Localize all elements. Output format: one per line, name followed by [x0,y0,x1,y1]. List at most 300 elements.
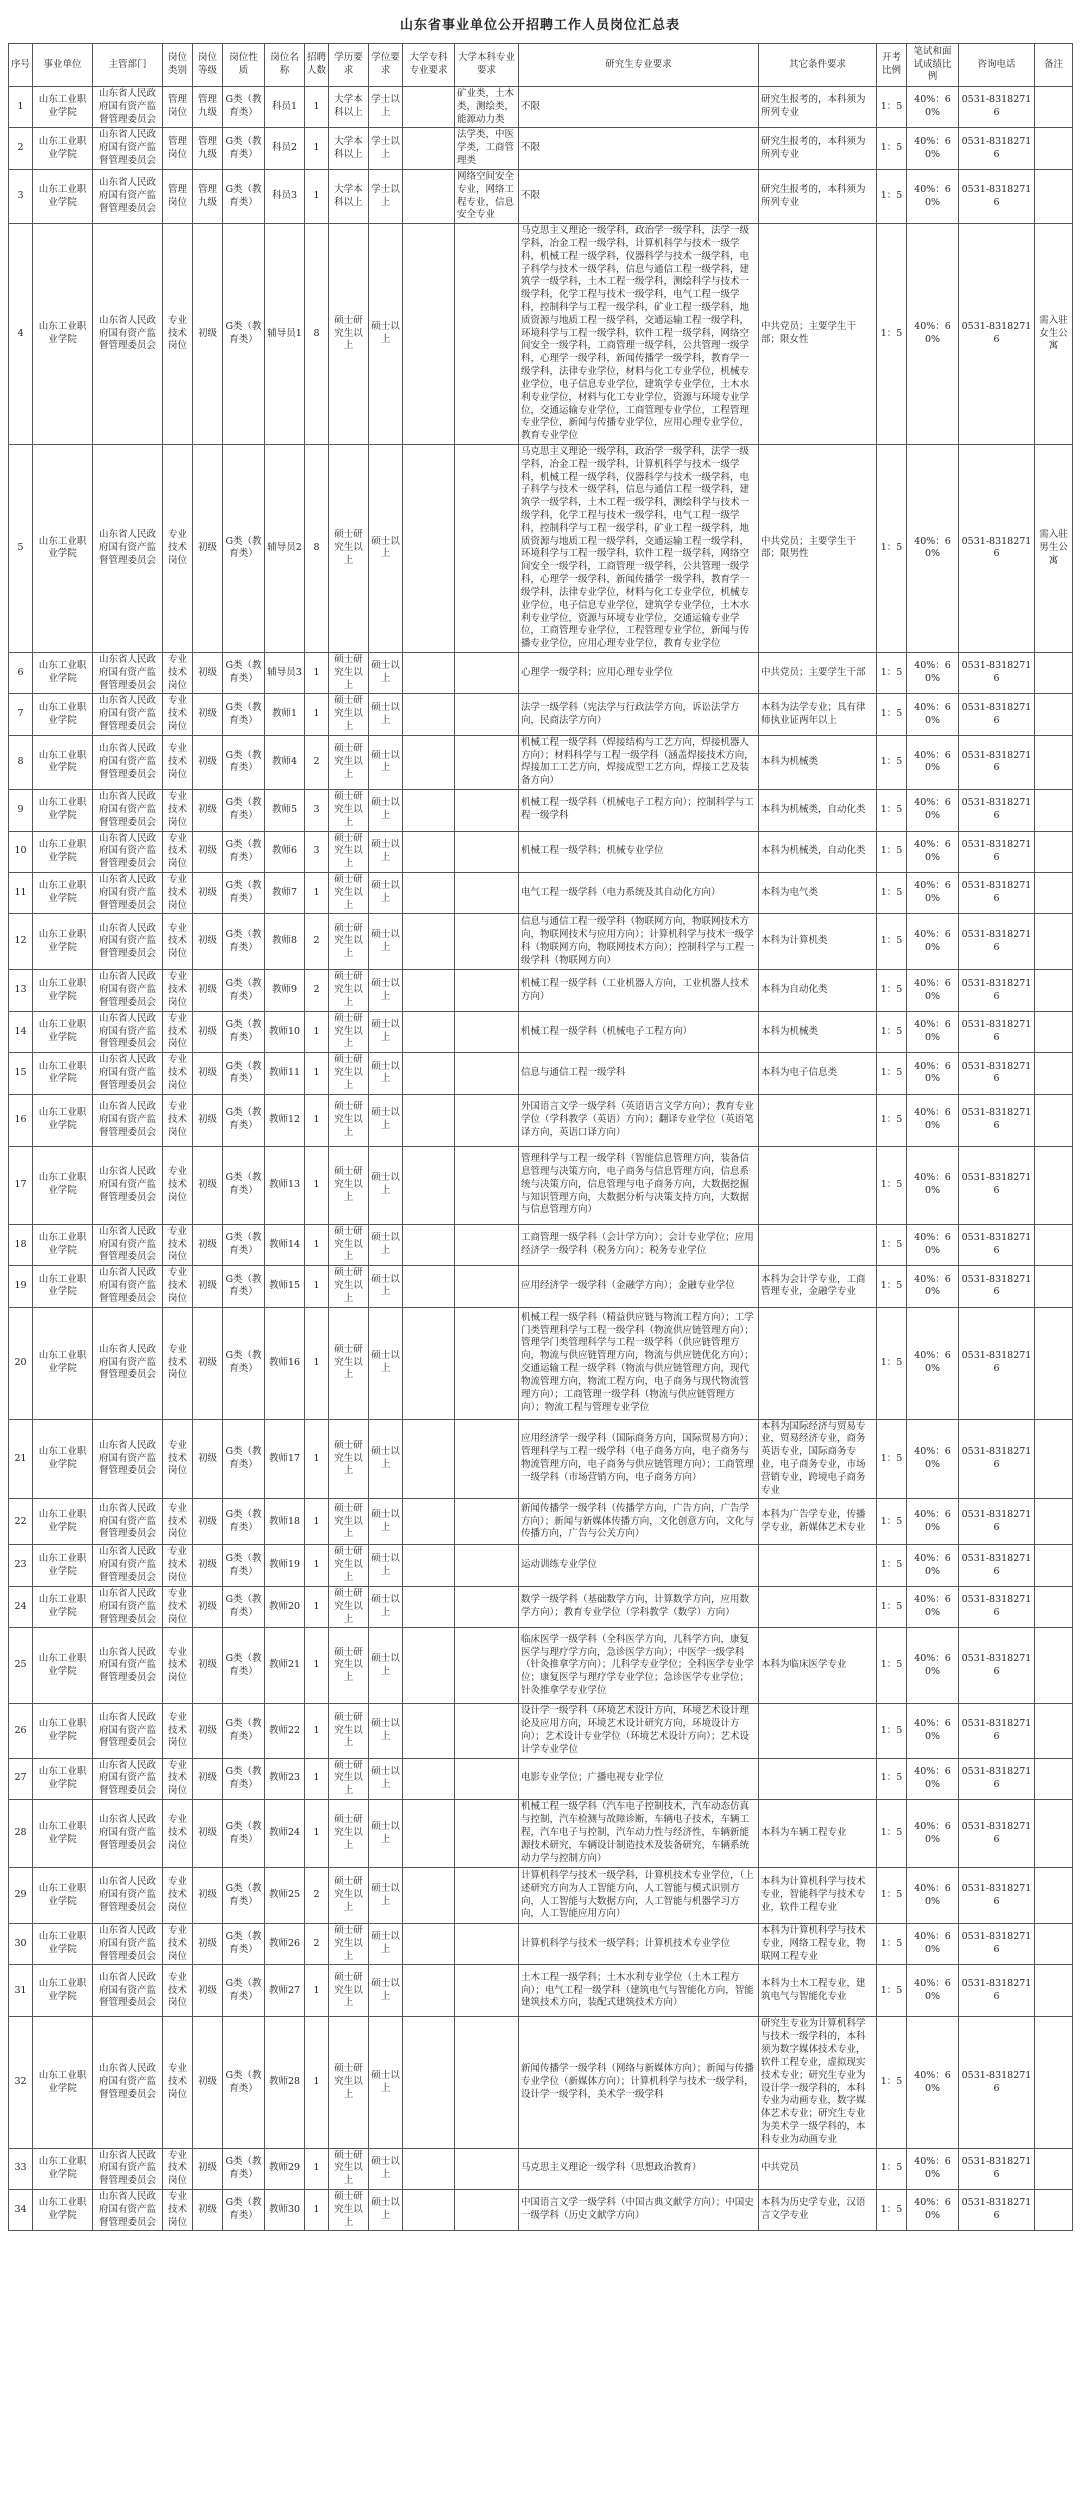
table-cell: 0531-83182716 [959,790,1035,831]
table-cell: 1：5 [877,128,907,169]
table-cell: 山东省人民政府国有资产监督管理委员会 [93,694,163,735]
table-cell: 1 [305,1704,329,1758]
table-cell: 学士以上 [369,169,403,223]
table-cell: 初级 [193,2017,223,2148]
table-cell: 0531-83182716 [959,1146,1035,1224]
table-row [9,224,1073,445]
table-cell: 2 [9,128,33,169]
table-cell: 专业技术岗位 [163,1868,193,1924]
table-cell: G类（教育类） [223,1704,265,1758]
table-cell: G类（教育类） [223,1499,265,1545]
table-cell [403,1224,455,1265]
table-cell [1035,970,1073,1011]
table-cell: G类（教育类） [223,2148,265,2189]
table-cell: G类（教育类） [223,1053,265,1094]
table-cell [455,1758,519,1799]
table-cell: 研究生报考的，本科须为所列专业 [759,87,877,128]
table-cell [403,831,455,872]
table-cell: 马克思主义理论一级学科，政治学一级学科，法学一级学科，冶金工程一级学科，计算机科学与技术一级学科，机械工程一级学科，仪器科学与技术一级学科，电子科学与技术一级学科，信息与通信工程一级学科，建筑学一级学科，土木工程一级学科，测绘科学与技术一级学科，化学工程与技术一级学科，电气工程一级学科，控制科学与工程一级学科，矿业工程一级学科，地质资源与地质工程一级学科，交通运输工程一级学科，环境科学与工程一级学科，软件工程一级学科，网络空间安全一级学科，工商管理一级学科，公共管理一级学科，心理学一级学科，新闻传播学一级学科，教育学一级学科，法律专业学位，材料与化工专业学位，机械专业学位，电子信息专业学位，建筑学专业学位，土木水利专业学位，材料与化工专业学位，资源与环境专业学位，交通运输专业学位，工商管理专业学位，工程管理专业学位，新闻与传播专业学位，应用心理专业学位，教育专业学位 [519,224,759,445]
table-cell: 硕士以上 [369,1094,403,1146]
table-cell: 专业技术岗位 [163,1419,193,1499]
column-header: 序号 [9,44,33,87]
table-cell: 硕士研究生以上 [329,1094,369,1146]
table-cell: 大学本科以上 [329,169,369,223]
table-cell: 硕士研究生以上 [329,444,369,652]
table-cell: 初级 [193,1419,223,1499]
table-cell: 教师4 [265,735,305,789]
table-cell: 初级 [193,694,223,735]
table-cell: 初级 [193,1307,223,1419]
table-row [9,1545,1073,1586]
table-cell: 机械工程一级学科（机械电子工程方向）；控制科学与工程一级学科 [519,790,759,831]
column-header: 事业单位 [33,44,93,87]
table-cell: 1 [305,872,329,913]
table-row [9,1800,1073,1868]
table-cell [403,1628,455,1704]
table-cell [403,2190,455,2231]
table-cell: 17 [9,1146,33,1224]
positions-table [8,43,1073,2231]
table-cell: 教师14 [265,1224,305,1265]
table-row [9,831,1073,872]
table-cell [455,1628,519,1704]
table-cell: 初级 [193,1224,223,1265]
table-cell: 中共党员；主要学生干部；限女性 [759,224,877,445]
table-cell: 计算机科学与技术一级学科；计算机技术专业学位 [519,1924,759,1965]
table-cell: 山东省人民政府国有资产监督管理委员会 [93,1307,163,1419]
table-cell: 硕士研究生以上 [329,1266,369,1307]
table-cell: 山东工业职业学院 [33,831,93,872]
table-cell: 硕士研究生以上 [329,970,369,1011]
table-cell [455,1146,519,1224]
table-cell [1035,1758,1073,1799]
table-cell: 管理岗位 [163,87,193,128]
table-cell [1035,1628,1073,1704]
table-cell: 40%：60% [907,1053,959,1094]
table-cell [403,1924,455,1965]
table-cell: 教师28 [265,2017,305,2148]
table-cell: 0531-83182716 [959,1586,1035,1627]
table-cell: 初级 [193,831,223,872]
column-header: 大学专科专业要求 [403,44,455,87]
table-cell: 30 [9,1924,33,1965]
table-cell: G类（教育类） [223,1419,265,1499]
table-cell [1035,1800,1073,1868]
table-cell: 1：5 [877,87,907,128]
table-cell [403,1868,455,1924]
table-cell: 本科为计算机类 [759,914,877,970]
table-cell: 硕士以上 [369,1307,403,1419]
table-cell: G类（教育类） [223,2190,265,2231]
table-cell: 山东省人民政府国有资产监督管理委员会 [93,1545,163,1586]
table-cell: 1 [305,169,329,223]
table-cell [1035,1545,1073,1586]
table-cell: 机械工程一级学科（工业机器人方向，工业机器人技术方向） [519,970,759,1011]
table-cell: 1 [305,1545,329,1586]
table-cell [455,1800,519,1868]
table-cell [455,224,519,445]
table-cell [1035,1924,1073,1965]
table-cell: 山东工业职业学院 [33,970,93,1011]
table-cell: 1：5 [877,735,907,789]
table-cell: 管理岗位 [163,128,193,169]
table-cell: 27 [9,1758,33,1799]
table-cell [403,1545,455,1586]
table-cell: 本科为国际经济与贸易专业，贸易经济专业，商务英语专业，国际商务专业，电子商务专业，市场营销专业，跨境电子商务专业 [759,1419,877,1499]
table-cell: 初级 [193,790,223,831]
table-cell: 学士以上 [369,128,403,169]
table-cell [1035,1266,1073,1307]
table-cell [455,1545,519,1586]
table-cell: 专业技术岗位 [163,1224,193,1265]
table-cell: 本科为历史学专业，汉语言文学专业 [759,2190,877,2231]
table-cell: 硕士研究生以上 [329,1419,369,1499]
table-cell: 硕士以上 [369,1800,403,1868]
table-cell: 山东工业职业学院 [33,169,93,223]
table-cell [1035,1307,1073,1419]
table-row [9,1965,1073,2017]
table-cell [403,1011,455,1052]
table-cell: 山东省人民政府国有资产监督管理委员会 [93,735,163,789]
table-cell: 教师13 [265,1146,305,1224]
table-cell: 教师25 [265,1868,305,1924]
table-cell [1035,1499,1073,1545]
table-cell: 0531-83182716 [959,1924,1035,1965]
table-cell: 40%：60% [907,2017,959,2148]
table-cell: 初级 [193,1628,223,1704]
table-cell: 山东工业职业学院 [33,735,93,789]
table-cell: 本科为法学专业；具有律师执业证两年以上 [759,694,877,735]
table-cell [1035,1419,1073,1499]
table-cell: 1 [305,652,329,693]
table-cell: 1 [305,87,329,128]
table-cell: 专业技术岗位 [163,914,193,970]
table-cell: 2 [305,1924,329,1965]
table-cell: 初级 [193,914,223,970]
table-cell [403,1094,455,1146]
table-cell: 0531-83182716 [959,224,1035,445]
table-cell: 1：5 [877,2148,907,2189]
table-cell: 0531-83182716 [959,1628,1035,1704]
table-cell: 本科为会计学专业，工商管理专业，金融学专业 [759,1266,877,1307]
table-cell: 硕士研究生以上 [329,1800,369,1868]
table-cell: 硕士研究生以上 [329,1924,369,1965]
table-cell: 不限 [519,128,759,169]
table-row [9,1011,1073,1052]
table-cell [455,2017,519,2148]
table-cell: 硕士研究生以上 [329,1499,369,1545]
table-cell [759,1586,877,1627]
table-cell: 山东省人民政府国有资产监督管理委员会 [93,444,163,652]
table-cell: 教师6 [265,831,305,872]
table-cell: 山东省人民政府国有资产监督管理委员会 [93,128,163,169]
table-cell [759,1307,877,1419]
table-cell: 马克思主义理论一级学科，政治学一级学科，法学一级学科，冶金工程一级学科，计算机科学与技术一级学科，机械工程一级学科，仪器科学与技术一级学科，电子科学与技术一级学科，信息与通信工程一级学科，建筑学一级学科，土木工程一级学科，测绘科学与技术一级学科，化学工程与技术一级学科，电气工程一级学科，控制科学与工程一级学科，矿业工程一级学科，地质资源与地质工程一级学科，交通运输工程一级学科，环境科学与工程一级学科，软件工程一级学科，网络空间安全一级学科，工商管理一级学科，公共管理一级学科，心理学一级学科，新闻传播学一级学科，教育学一级学科，法律专业学位，材料与化工专业学位，机械专业学位，电子信息专业学位，建筑学专业学位，土木水利专业学位，资源与环境专业学位，交通运输专业学位，工商管理专业学位，工程管理专业学位，新闻与传播专业学位，应用心理专业学位，教育专业学位 [519,444,759,652]
table-cell: 硕士研究生以上 [329,2017,369,2148]
table-cell: 11 [9,872,33,913]
table-cell [455,1307,519,1419]
table-cell: 4 [9,224,33,445]
table-row [9,2148,1073,2189]
table-cell [455,652,519,693]
table-cell: 教师20 [265,1586,305,1627]
table-cell: 硕士研究生以上 [329,1704,369,1758]
table-cell: 山东工业职业学院 [33,1499,93,1545]
table-cell: 初级 [193,1704,223,1758]
table-cell: 1：5 [877,1499,907,1545]
table-cell [403,872,455,913]
table-cell: 中共党员 [759,2148,877,2189]
table-cell [403,1586,455,1627]
table-cell [759,1224,877,1265]
table-cell: 硕士研究生以上 [329,1965,369,2017]
table-cell: 专业技术岗位 [163,872,193,913]
table-cell: 1：5 [877,224,907,445]
table-cell: 辅导员1 [265,224,305,445]
table-cell: 山东工业职业学院 [33,1965,93,2017]
table-cell: 40%：60% [907,970,959,1011]
table-cell [1035,1965,1073,2017]
table-row [9,652,1073,693]
table-row [9,1094,1073,1146]
table-cell: 山东工业职业学院 [33,652,93,693]
table-cell: 0531-83182716 [959,970,1035,1011]
table-cell [455,790,519,831]
table-cell: 硕士研究生以上 [329,790,369,831]
table-cell: G类（教育类） [223,1924,265,1965]
table-cell [403,1307,455,1419]
table-cell: 1 [305,1146,329,1224]
table-cell [403,1758,455,1799]
table-cell: 1：5 [877,831,907,872]
table-cell: 初级 [193,970,223,1011]
table-cell: 中共党员；主要学生干部；限男性 [759,444,877,652]
table-cell: 电气工程一级学科（电力系统及其自动化方向） [519,872,759,913]
table-cell: 硕士研究生以上 [329,1307,369,1419]
table-cell: 土木工程一级学科；土木水利专业学位（土木工程方向）；电气工程一级学科（建筑电气与智能化方向，智能建筑技术方向，装配式建筑技术方向） [519,1965,759,2017]
table-cell: 33 [9,2148,33,2189]
table-cell: 硕士研究生以上 [329,831,369,872]
table-cell: 31 [9,1965,33,2017]
table-cell: 初级 [193,224,223,445]
table-cell: 1：5 [877,444,907,652]
table-cell [455,694,519,735]
table-cell: 18 [9,1224,33,1265]
table-cell: 专业技术岗位 [163,1307,193,1419]
table-cell: 0531-83182716 [959,831,1035,872]
table-cell: 外国语言文学一级学科（英语语言文学方向）；教育专业学位（学科教学（英语）方向）；翻译专业学位（英语笔译方向，英语口译方向） [519,1094,759,1146]
table-cell: 教师23 [265,1758,305,1799]
table-cell: 专业技术岗位 [163,1704,193,1758]
table-cell: 硕士以上 [369,1965,403,2017]
table-cell: 设计学一级学科（环境艺术设计方向，环境艺术设计理论及应用方向，环境艺术设计研究方向，环境设计方向）；艺术设计专业学位（环境艺术设计方向）；艺术设计学专业学位 [519,1704,759,1758]
table-cell: 教师12 [265,1094,305,1146]
table-cell [1035,790,1073,831]
table-cell: 28 [9,1800,33,1868]
table-cell: 临床医学一级学科（全科医学方向，儿科学方向，康复医学与理疗学方向，急诊医学方向）；中医学一级学科（针灸推拿学方向）；儿科学专业学位；全科医学专业学位；康复医学与理疗学专业学位；急诊医学专业学位；针灸推拿学专业学位 [519,1628,759,1704]
table-cell: 山东省人民政府国有资产监督管理委员会 [93,1419,163,1499]
table-cell: 山东省人民政府国有资产监督管理委员会 [93,2017,163,2148]
column-header: 岗位名称 [265,44,305,87]
table-cell: 山东省人民政府国有资产监督管理委员会 [93,2148,163,2189]
table-cell: 1：5 [877,1545,907,1586]
table-cell [1035,2190,1073,2231]
table-cell: 本科为自动化类 [759,970,877,1011]
table-cell: 40%：60% [907,128,959,169]
table-cell: 初级 [193,444,223,652]
table-cell: 40%：60% [907,1146,959,1224]
table-cell: 山东工业职业学院 [33,2017,93,2148]
table-cell: 2 [305,970,329,1011]
table-cell [403,1800,455,1868]
table-cell: 不限 [519,169,759,223]
column-header: 笔试和面试成绩比例 [907,44,959,87]
table-cell: 40%：60% [907,1419,959,1499]
table-row [9,1266,1073,1307]
table-cell: G类（教育类） [223,735,265,789]
table-cell [455,1868,519,1924]
table-cell: 1 [305,1419,329,1499]
table-cell: 专业技术岗位 [163,735,193,789]
table-cell: 科员1 [265,87,305,128]
table-cell: 40%：60% [907,1545,959,1586]
table-cell: 教师29 [265,2148,305,2189]
table-cell: 1：5 [877,1704,907,1758]
table-cell: 8 [305,444,329,652]
table-cell: 硕士以上 [369,1924,403,1965]
table-cell [1035,1053,1073,1094]
table-cell: 山东省人民政府国有资产监督管理委员会 [93,169,163,223]
table-cell: 山东工业职业学院 [33,694,93,735]
table-cell: 40%：60% [907,872,959,913]
table-cell: 初级 [193,1094,223,1146]
table-cell: G类（教育类） [223,790,265,831]
table-cell: 需入驻女生公寓 [1035,224,1073,445]
table-cell: 山东省人民政府国有资产监督管理委员会 [93,2190,163,2231]
table-cell [1035,2148,1073,2189]
table-cell: 初级 [193,1053,223,1094]
table-cell: 3 [305,831,329,872]
table-cell: 计算机科学与技术一级学科，计算机技术专业学位，（上述研究方向为人工智能方向，人工智能与模式识别方向，人工智能与大数据方向，人工智能与机器学习方向，人工智能应用方向） [519,1868,759,1924]
table-cell [455,1924,519,1965]
column-header: 学历要求 [329,44,369,87]
table-cell: 1：5 [877,970,907,1011]
table-cell: 研究生报考的，本科须为所列专业 [759,169,877,223]
table-row [9,1586,1073,1627]
table-cell: 山东工业职业学院 [33,1758,93,1799]
table-cell: 硕士以上 [369,694,403,735]
table-cell: 1：5 [877,1011,907,1052]
table-cell [1035,1011,1073,1052]
table-cell: 初级 [193,1800,223,1868]
table-cell: 1：5 [877,1868,907,1924]
table-cell: 教师30 [265,2190,305,2231]
table-cell: 硕士研究生以上 [329,914,369,970]
table-cell: 1：5 [877,694,907,735]
table-cell: 本科为机械类，自动化类 [759,790,877,831]
table-cell: G类（教育类） [223,694,265,735]
table-cell: 初级 [193,2148,223,2189]
table-cell: 1：5 [877,914,907,970]
table-cell: 硕士研究生以上 [329,1868,369,1924]
table-cell: 40%：60% [907,735,959,789]
table-row [9,914,1073,970]
table-cell: 专业技术岗位 [163,694,193,735]
table-cell: 硕士研究生以上 [329,2148,369,2189]
table-cell: 需入驻男生公寓 [1035,444,1073,652]
table-cell: 山东省人民政府国有资产监督管理委员会 [93,1628,163,1704]
table-cell: 山东工业职业学院 [33,872,93,913]
table-cell: 山东省人民政府国有资产监督管理委员会 [93,790,163,831]
table-cell [1035,694,1073,735]
table-cell: 本科为计算机科学与技术专业，网络工程专业，物联网工程专业 [759,1924,877,1965]
table-cell: 教师17 [265,1419,305,1499]
table-cell: 硕士以上 [369,914,403,970]
table-cell: 专业技术岗位 [163,1053,193,1094]
table-cell: 0531-83182716 [959,1053,1035,1094]
table-cell: 专业技术岗位 [163,1800,193,1868]
table-cell: 硕士以上 [369,1499,403,1545]
table-row [9,128,1073,169]
table-cell: 0531-83182716 [959,914,1035,970]
table-cell: 专业技术岗位 [163,970,193,1011]
table-cell [403,652,455,693]
table-cell: 21 [9,1419,33,1499]
table-cell: 山东省人民政府国有资产监督管理委员会 [93,970,163,1011]
table-cell: 教师7 [265,872,305,913]
table-cell: G类（教育类） [223,1224,265,1265]
table-cell: 8 [9,735,33,789]
table-cell: G类（教育类） [223,1146,265,1224]
table-cell: G类（教育类） [223,87,265,128]
table-cell [455,1965,519,2017]
table-cell [403,169,455,223]
table-cell: 硕士研究生以上 [329,1545,369,1586]
table-cell: 本科为土木工程专业，建筑电气与智能化专业 [759,1965,877,2017]
table-cell: 2 [305,1868,329,1924]
column-header: 备注 [1035,44,1073,87]
table-cell: 专业技术岗位 [163,444,193,652]
table-cell: 初级 [193,2190,223,2231]
table-cell: 3 [305,790,329,831]
table-cell: 1：5 [877,1586,907,1627]
table-cell: 山东省人民政府国有资产监督管理委员会 [93,1704,163,1758]
table-cell: 1：5 [877,790,907,831]
column-header: 大学本科专业要求 [455,44,519,87]
table-cell: 山东省人民政府国有资产监督管理委员会 [93,1800,163,1868]
table-cell: 40%：60% [907,831,959,872]
table-cell: 40%：60% [907,652,959,693]
table-cell: 教师21 [265,1628,305,1704]
table-row [9,1868,1073,1924]
table-cell: 专业技术岗位 [163,1924,193,1965]
table-row [9,1704,1073,1758]
table-cell: G类（教育类） [223,914,265,970]
table-cell [1035,735,1073,789]
table-cell [1035,1146,1073,1224]
table-cell: 山东省人民政府国有资产监督管理委员会 [93,1924,163,1965]
table-cell: 本科为计算机科学与技术专业，智能科学与技术专业，软件工程专业 [759,1868,877,1924]
table-cell: 0531-83182716 [959,1011,1035,1052]
table-cell: 山东工业职业学院 [33,1868,93,1924]
table-cell [403,1704,455,1758]
table-row [9,1224,1073,1265]
table-cell [455,2148,519,2189]
table-cell: 初级 [193,1146,223,1224]
table-cell: 40%：60% [907,1011,959,1052]
table-cell: 硕士以上 [369,1545,403,1586]
table-cell: 29 [9,1868,33,1924]
